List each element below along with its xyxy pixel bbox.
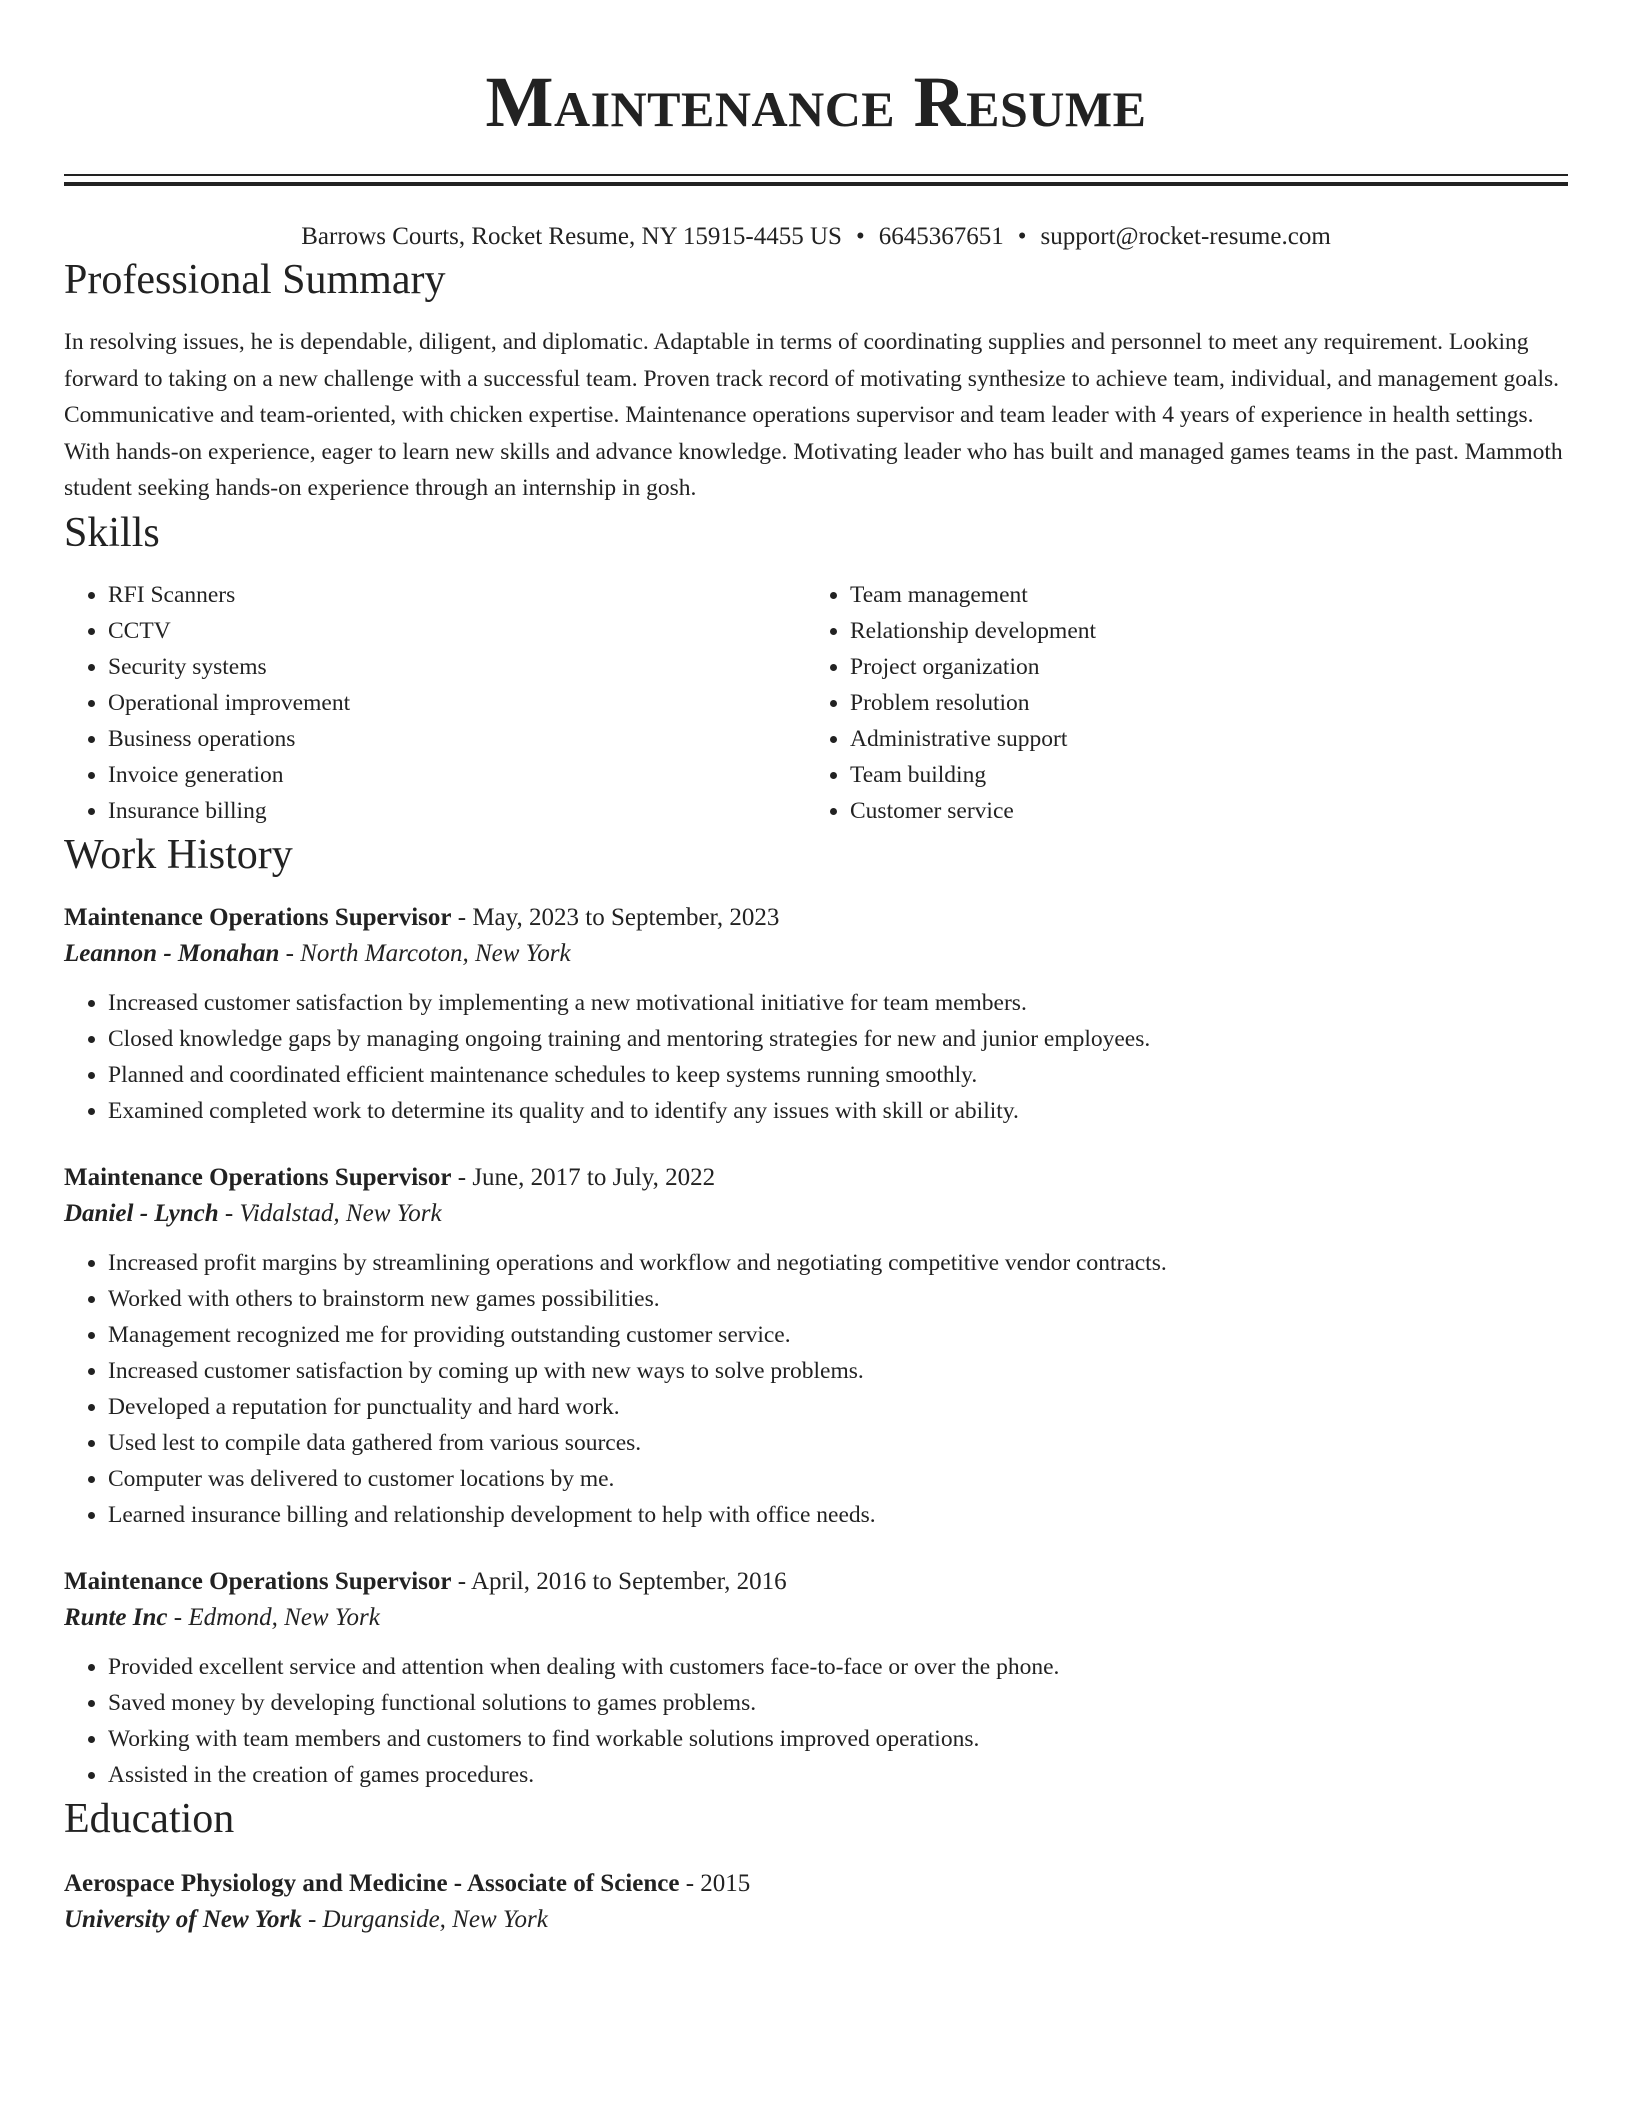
job-duty: • Saved money by developing functional solutions to games problems. — [108, 1685, 1568, 1721]
skills-list — [64, 577, 1568, 829]
skill-item: • Customer service — [850, 793, 1096, 829]
education-header — [64, 1867, 1568, 1901]
job-entry — [64, 1565, 1568, 1793]
contact-phone: 6645367651 — [878, 223, 1004, 250]
job-entry — [64, 901, 1568, 1129]
skill-item: • Project organization — [850, 649, 1096, 685]
education-entry — [64, 1867, 1568, 1939]
skill-item: • Invoice generation — [108, 757, 806, 793]
job-entry — [64, 1161, 1568, 1533]
skill-item: • Operational improvement — [108, 685, 806, 721]
job-header — [64, 901, 1568, 935]
job-duty: • Examined completed work to determine its quality and to identify any issues with skill or ability. — [108, 1093, 1568, 1129]
job-duties — [64, 1649, 1568, 1793]
job-company: Leannon - Monahan — [64, 939, 280, 967]
job-location: - Vidalstad, New York — [218, 1199, 442, 1227]
skill-item: • Relationship development — [850, 613, 1096, 649]
skill-item: • Security systems — [108, 649, 806, 685]
education-heading: Education — [64, 1795, 235, 1842]
skill-item: • Insurance billing — [108, 793, 806, 829]
job-employer — [64, 1599, 1568, 1637]
skill-item: • Team building — [850, 757, 1096, 793]
job-dates: - April, 2016 to September, 2016 — [451, 1567, 787, 1595]
skills-column-right — [806, 577, 1096, 829]
skill-item: • CCTV — [108, 613, 806, 649]
job-duty: • Management recognized me for providing outstanding customer service. — [108, 1317, 1568, 1353]
summary-text: In resolving issues, he is dependable, diligent, and diplomatic. Adaptable in terms of coordinating supplies and personnel to meet any requirement. Looking forward to taking on a new challenge with a successful team. Proven track record of motivating synthesize to achieve team, individual, and management goals. Communicative and team-oriented, with chicken expertise. Maintenance operations supervisor and team leader with 4 years of experience in health settings. With hands-on experience, eager to learn new skills and advance knowledge. Motivating leader who has built and managed games teams in the past. Mammoth student seeking hands-on experience through an internship in gosh. — [64, 329, 1563, 501]
skill-item: • Problem resolution — [850, 685, 1096, 721]
job-duty: • Worked with others to brainstorm new games possibilities. — [108, 1281, 1568, 1317]
education-year: - 2015 — [679, 1869, 751, 1897]
title-divider-thick — [64, 182, 1568, 186]
job-title: Maintenance Operations Supervisor — [64, 1163, 452, 1191]
education-school-line — [64, 1901, 1568, 1939]
job-duties — [64, 1245, 1568, 1533]
job-company: Daniel - Lynch — [64, 1199, 219, 1227]
job-header — [64, 1565, 1568, 1599]
skill-item: • RFI Scanners — [108, 577, 806, 613]
job-duty: • Developed a reputation for punctuality and hard work. — [108, 1389, 1568, 1425]
skill-item: • Team management — [850, 577, 1096, 613]
job-duty: • Provided excellent service and attention when dealing with customers face-to-face or over the phone. — [108, 1649, 1568, 1685]
job-location: - Edmond, New York — [167, 1603, 380, 1631]
job-location: - North Marcoton, New York — [279, 939, 571, 967]
job-duties — [64, 985, 1568, 1129]
job-duty: • Working with team members and customers to find workable solutions improved operations. — [108, 1721, 1568, 1757]
job-dates: - May, 2023 to September, 2023 — [451, 903, 780, 931]
job-duty: • Increased profit margins by streamlining operations and workflow and negotiating competitive vendor contracts. — [108, 1245, 1568, 1281]
job-duty: • Assisted in the creation of games procedures. — [108, 1757, 1568, 1793]
education-degree: Aerospace Physiology and Medicine - Associate of Science — [64, 1869, 680, 1897]
contact-email: support@rocket-resume.com — [1040, 223, 1331, 250]
summary-heading: Professional Summary — [64, 257, 446, 303]
contact-line — [64, 220, 1568, 254]
job-duty: • Used lest to compile data gathered from various sources. — [108, 1425, 1568, 1461]
job-title: Maintenance Operations Supervisor — [64, 903, 452, 931]
job-duty: • Learned insurance billing and relationship development to help with office needs. — [108, 1497, 1568, 1533]
title-divider-thin — [64, 174, 1568, 176]
job-company: Runte Inc — [64, 1603, 168, 1631]
job-dates: - June, 2017 to July, 2022 — [451, 1163, 716, 1191]
contact-address: Barrows Courts, Rocket Resume, NY 15915-4455 US — [301, 223, 842, 250]
job-duty: • Computer was delivered to customer locations by me. — [108, 1461, 1568, 1497]
job-duty: • Increased customer satisfaction by coming up with new ways to solve problems. — [108, 1353, 1568, 1389]
job-duty: • Closed knowledge gaps by managing ongoing training and mentoring strategies for new and junior employees. — [108, 1021, 1568, 1057]
skills-column-left — [64, 577, 806, 829]
resume-title: Maintenance Resume — [485, 62, 1147, 142]
bullet-separator: • — [855, 223, 865, 250]
job-employer — [64, 1195, 1568, 1233]
job-duty: • Increased customer satisfaction by implementing a new motivational initiative for team members. — [108, 985, 1568, 1021]
skills-heading: Skills — [64, 509, 160, 556]
skill-item: • Administrative support — [850, 721, 1096, 757]
education-school: University of New York — [64, 1905, 302, 1933]
job-duty: • Planned and coordinated efficient maintenance schedules to keep systems running smoothly. — [108, 1057, 1568, 1093]
job-header — [64, 1161, 1568, 1195]
education-location: - Durganside, New York — [301, 1905, 548, 1933]
skill-item: • Business operations — [108, 721, 806, 757]
job-employer — [64, 935, 1568, 973]
job-title: Maintenance Operations Supervisor — [64, 1567, 452, 1595]
bullet-separator: • — [1017, 223, 1027, 250]
work-history-heading: Work History — [64, 831, 293, 878]
